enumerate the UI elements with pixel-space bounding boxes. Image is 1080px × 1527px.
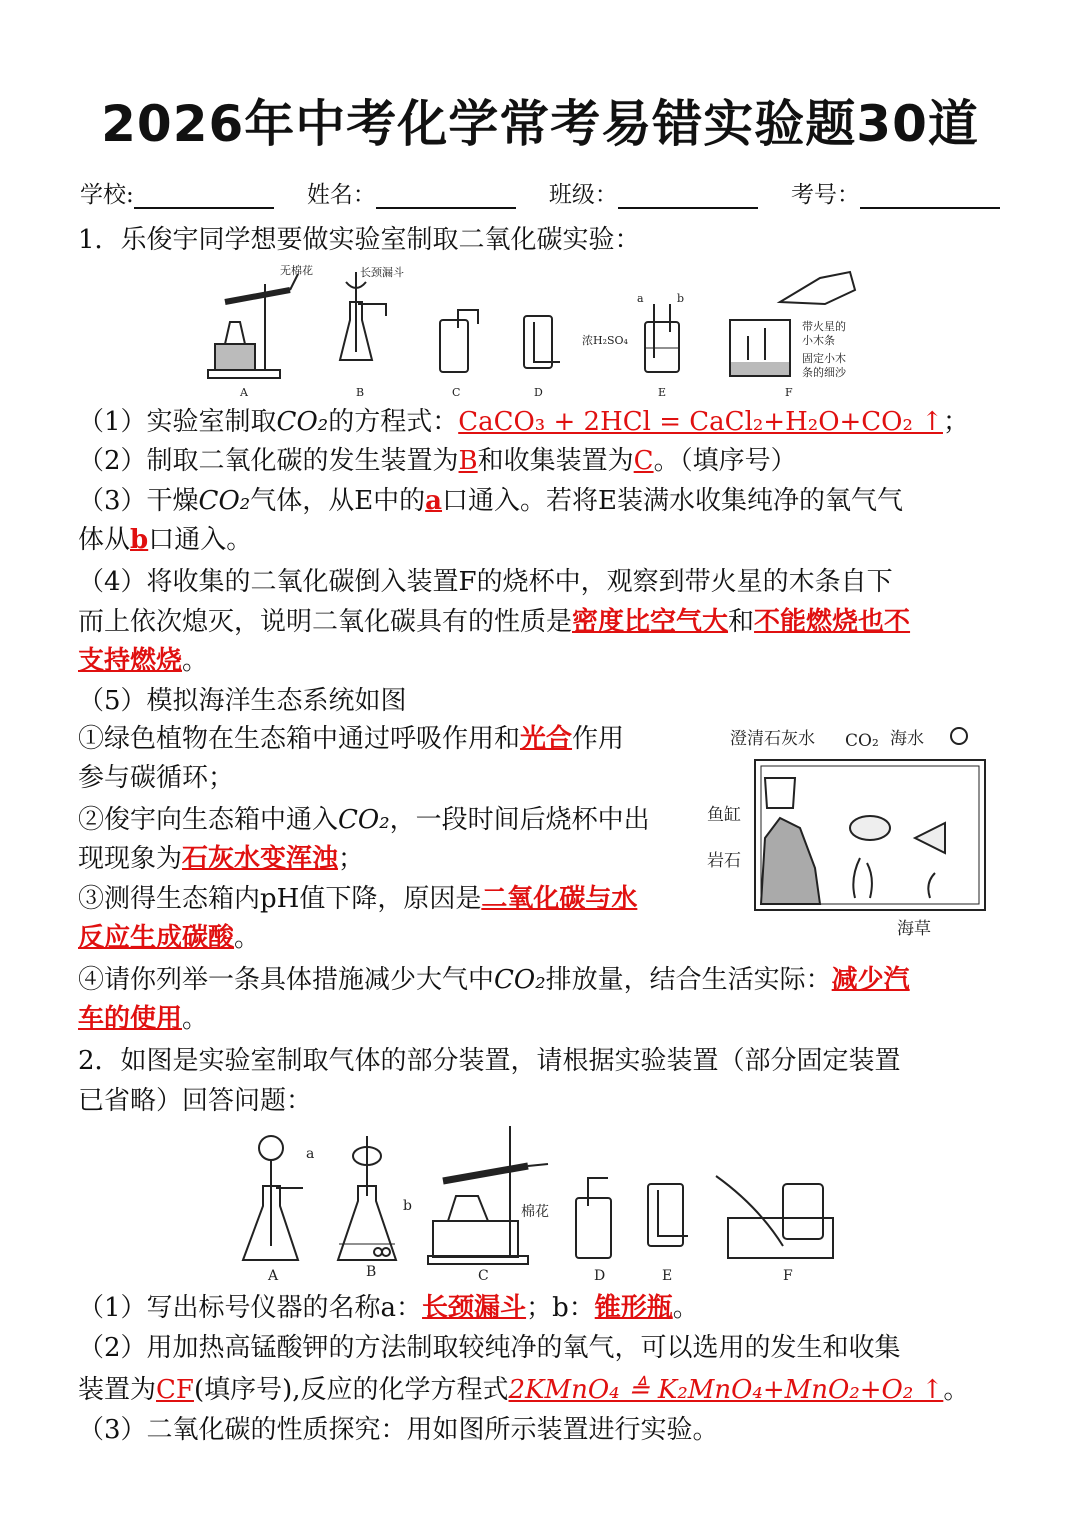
svg-text:E: E	[662, 1268, 673, 1284]
label-cotton: 无棉花	[280, 264, 313, 277]
svg-text:b: b	[677, 292, 685, 305]
label-funnel: 长颈漏斗	[360, 266, 404, 279]
q2-part1: （1）写出标号仪器的名称a：长颈漏斗；b：锥形瓶。	[78, 1293, 699, 1323]
svg-text:固定小木: 固定小木	[802, 352, 846, 365]
label-tank: 鱼缸	[707, 805, 741, 825]
q1-part1: （1）实验室制取CO₂的方程式：CaCO₃ + 2HCl = CaCl₂+H₂O+CO₂ ↑；	[78, 407, 969, 437]
label-cotton-2: 棉花	[521, 1204, 549, 1220]
q1-part2: （2）制取二氧化碳的发生装置为B和收集装置为C。（填序号）	[78, 446, 797, 476]
svg-text:带火星的: 带火星的	[802, 320, 846, 333]
svg-text:F: F	[785, 386, 793, 399]
svg-text:a: a	[637, 292, 644, 305]
answer-equation-2: 2KMnO₄ ≜ K₂MnO₄+MnO₂+O₂ ↑	[508, 1375, 944, 1405]
svg-text:C: C	[452, 386, 461, 399]
svg-text:条的细沙: 条的细沙	[802, 366, 846, 379]
svg-text:a: a	[306, 1146, 315, 1162]
svg-text:b: b	[403, 1198, 412, 1214]
svg-text:A: A	[240, 386, 248, 399]
number-field[interactable]: 考号：	[791, 176, 1000, 209]
svg-text:C: C	[478, 1268, 489, 1284]
q1-stem: 1．乐俊宇同学想要做实验室制取二氧化碳实验：	[78, 225, 641, 255]
label-acid: 浓H₂SO₄	[582, 334, 628, 347]
q1-part5-title: （5）模拟海洋生态系统如图	[78, 686, 407, 716]
q1-part4: （4）将收集的二氧化碳倒入装置F的烧杯中，观察到带火星的木条自下	[78, 567, 893, 597]
svg-text:D: D	[534, 386, 543, 399]
q2-part3: （3）二氧化碳的性质探究：用如图所示装置进行实验。	[78, 1415, 719, 1445]
svg-text:B: B	[356, 386, 365, 399]
svg-text:海水: 海水	[890, 729, 924, 749]
svg-text:D: D	[594, 1268, 606, 1284]
q2-apparatus-figure	[238, 1126, 848, 1286]
label-rock: 岩石	[707, 851, 741, 871]
svg-text:A: A	[268, 1268, 279, 1284]
svg-text:F: F	[783, 1268, 793, 1284]
name-field[interactable]: 姓名：	[307, 176, 516, 209]
page-title: 2026年中考化学常考易错实验题30道	[101, 95, 979, 153]
school-field[interactable]: 学校:	[80, 176, 274, 209]
svg-text:E: E	[658, 386, 667, 399]
student-info-row	[80, 176, 1000, 209]
label-seaweed: 海草	[897, 919, 931, 939]
q1-part3: （3）干燥CO₂气体，从E中的a口通入。若将E装满水收集纯净的氧气气	[78, 486, 904, 516]
q1-apparatus-figure	[200, 262, 880, 402]
svg-text:B: B	[366, 1264, 377, 1280]
label-limewater: 澄清石灰水	[730, 729, 815, 749]
answer-equation-1: CaCO₃ + 2HCl = CaCl₂+H₂O+CO₂ ↑	[458, 407, 943, 437]
svg-text:CO₂: CO₂	[845, 731, 879, 751]
svg-text:小木条: 小木条	[802, 334, 835, 347]
q2-part2: （2）用加热高锰酸钾的方法制取较纯净的氧气，可以选用的发生和收集	[78, 1333, 901, 1363]
q2-stem: 2．如图是实验室制取气体的部分装置，请根据实验装置（部分固定装置	[78, 1046, 901, 1076]
ecosystem-tank-figure	[705, 718, 1000, 943]
class-field[interactable]: 班级：	[549, 176, 758, 209]
